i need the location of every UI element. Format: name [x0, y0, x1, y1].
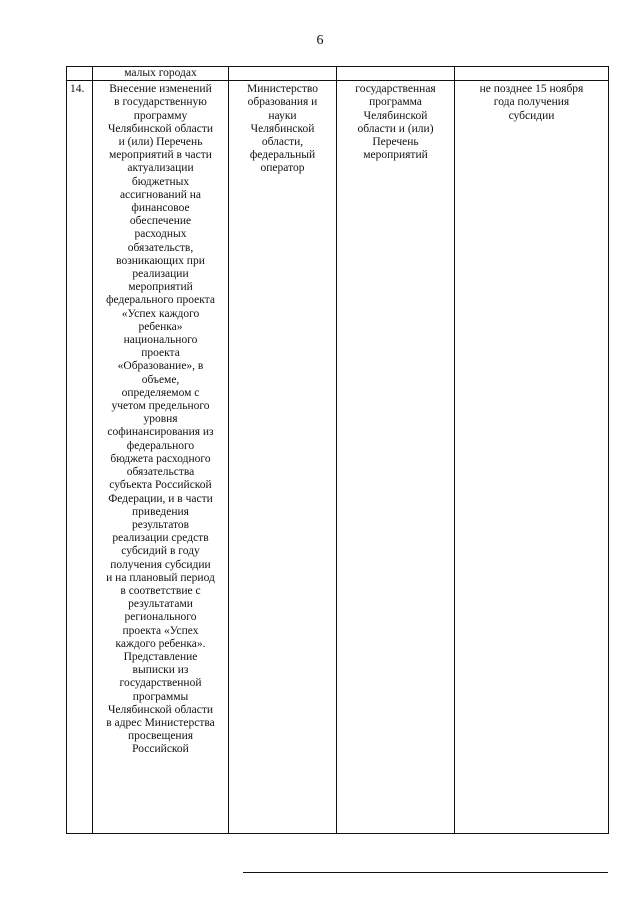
event-description: Внесение изменений в государственную программу Челябинской области и (или) Перечень мероприятий в части актуализации бюджетных ассигнований на финансовое обеспечение расходных обязательств, возникающих при реализации мероприятий федерального проекта «Успех каждого ребенка» национального проекта «Образование», в объеме, определяемом с учетом предельного уровня софинансирования из федерального бюджета расходного обязательства субъекта Российской Федерации, и в части приведения результатов реализации средств субсидий в году получения субсидии и на плановый период в соответствие с результатами регионального проекта «Успех каждого ребенка». Представление выписки из государственной программы Челябинской области в адрес Министерства просвещения Российской: [93, 81, 229, 834]
document-cell: [337, 67, 455, 81]
responsible-executor: Министерство образования и науки Челябинской области, федеральный оператор: [229, 81, 337, 834]
table-row: [67, 81, 609, 834]
number-cell: [67, 67, 93, 81]
result-document: государственная программа Челябинской области и (или) Перечень мероприятий: [337, 81, 455, 834]
deadline-cell: [455, 67, 609, 81]
row-number: 14.: [67, 81, 93, 834]
page-number: 6: [316, 33, 324, 48]
table-row-continuation: [67, 67, 609, 81]
responsible-cell: [229, 67, 337, 81]
footer-divider: [243, 872, 608, 873]
description-cell: малых городах: [93, 67, 229, 81]
events-table: [66, 66, 609, 834]
deadline: не позднее 15 ноября года получения субсидии: [455, 81, 609, 834]
